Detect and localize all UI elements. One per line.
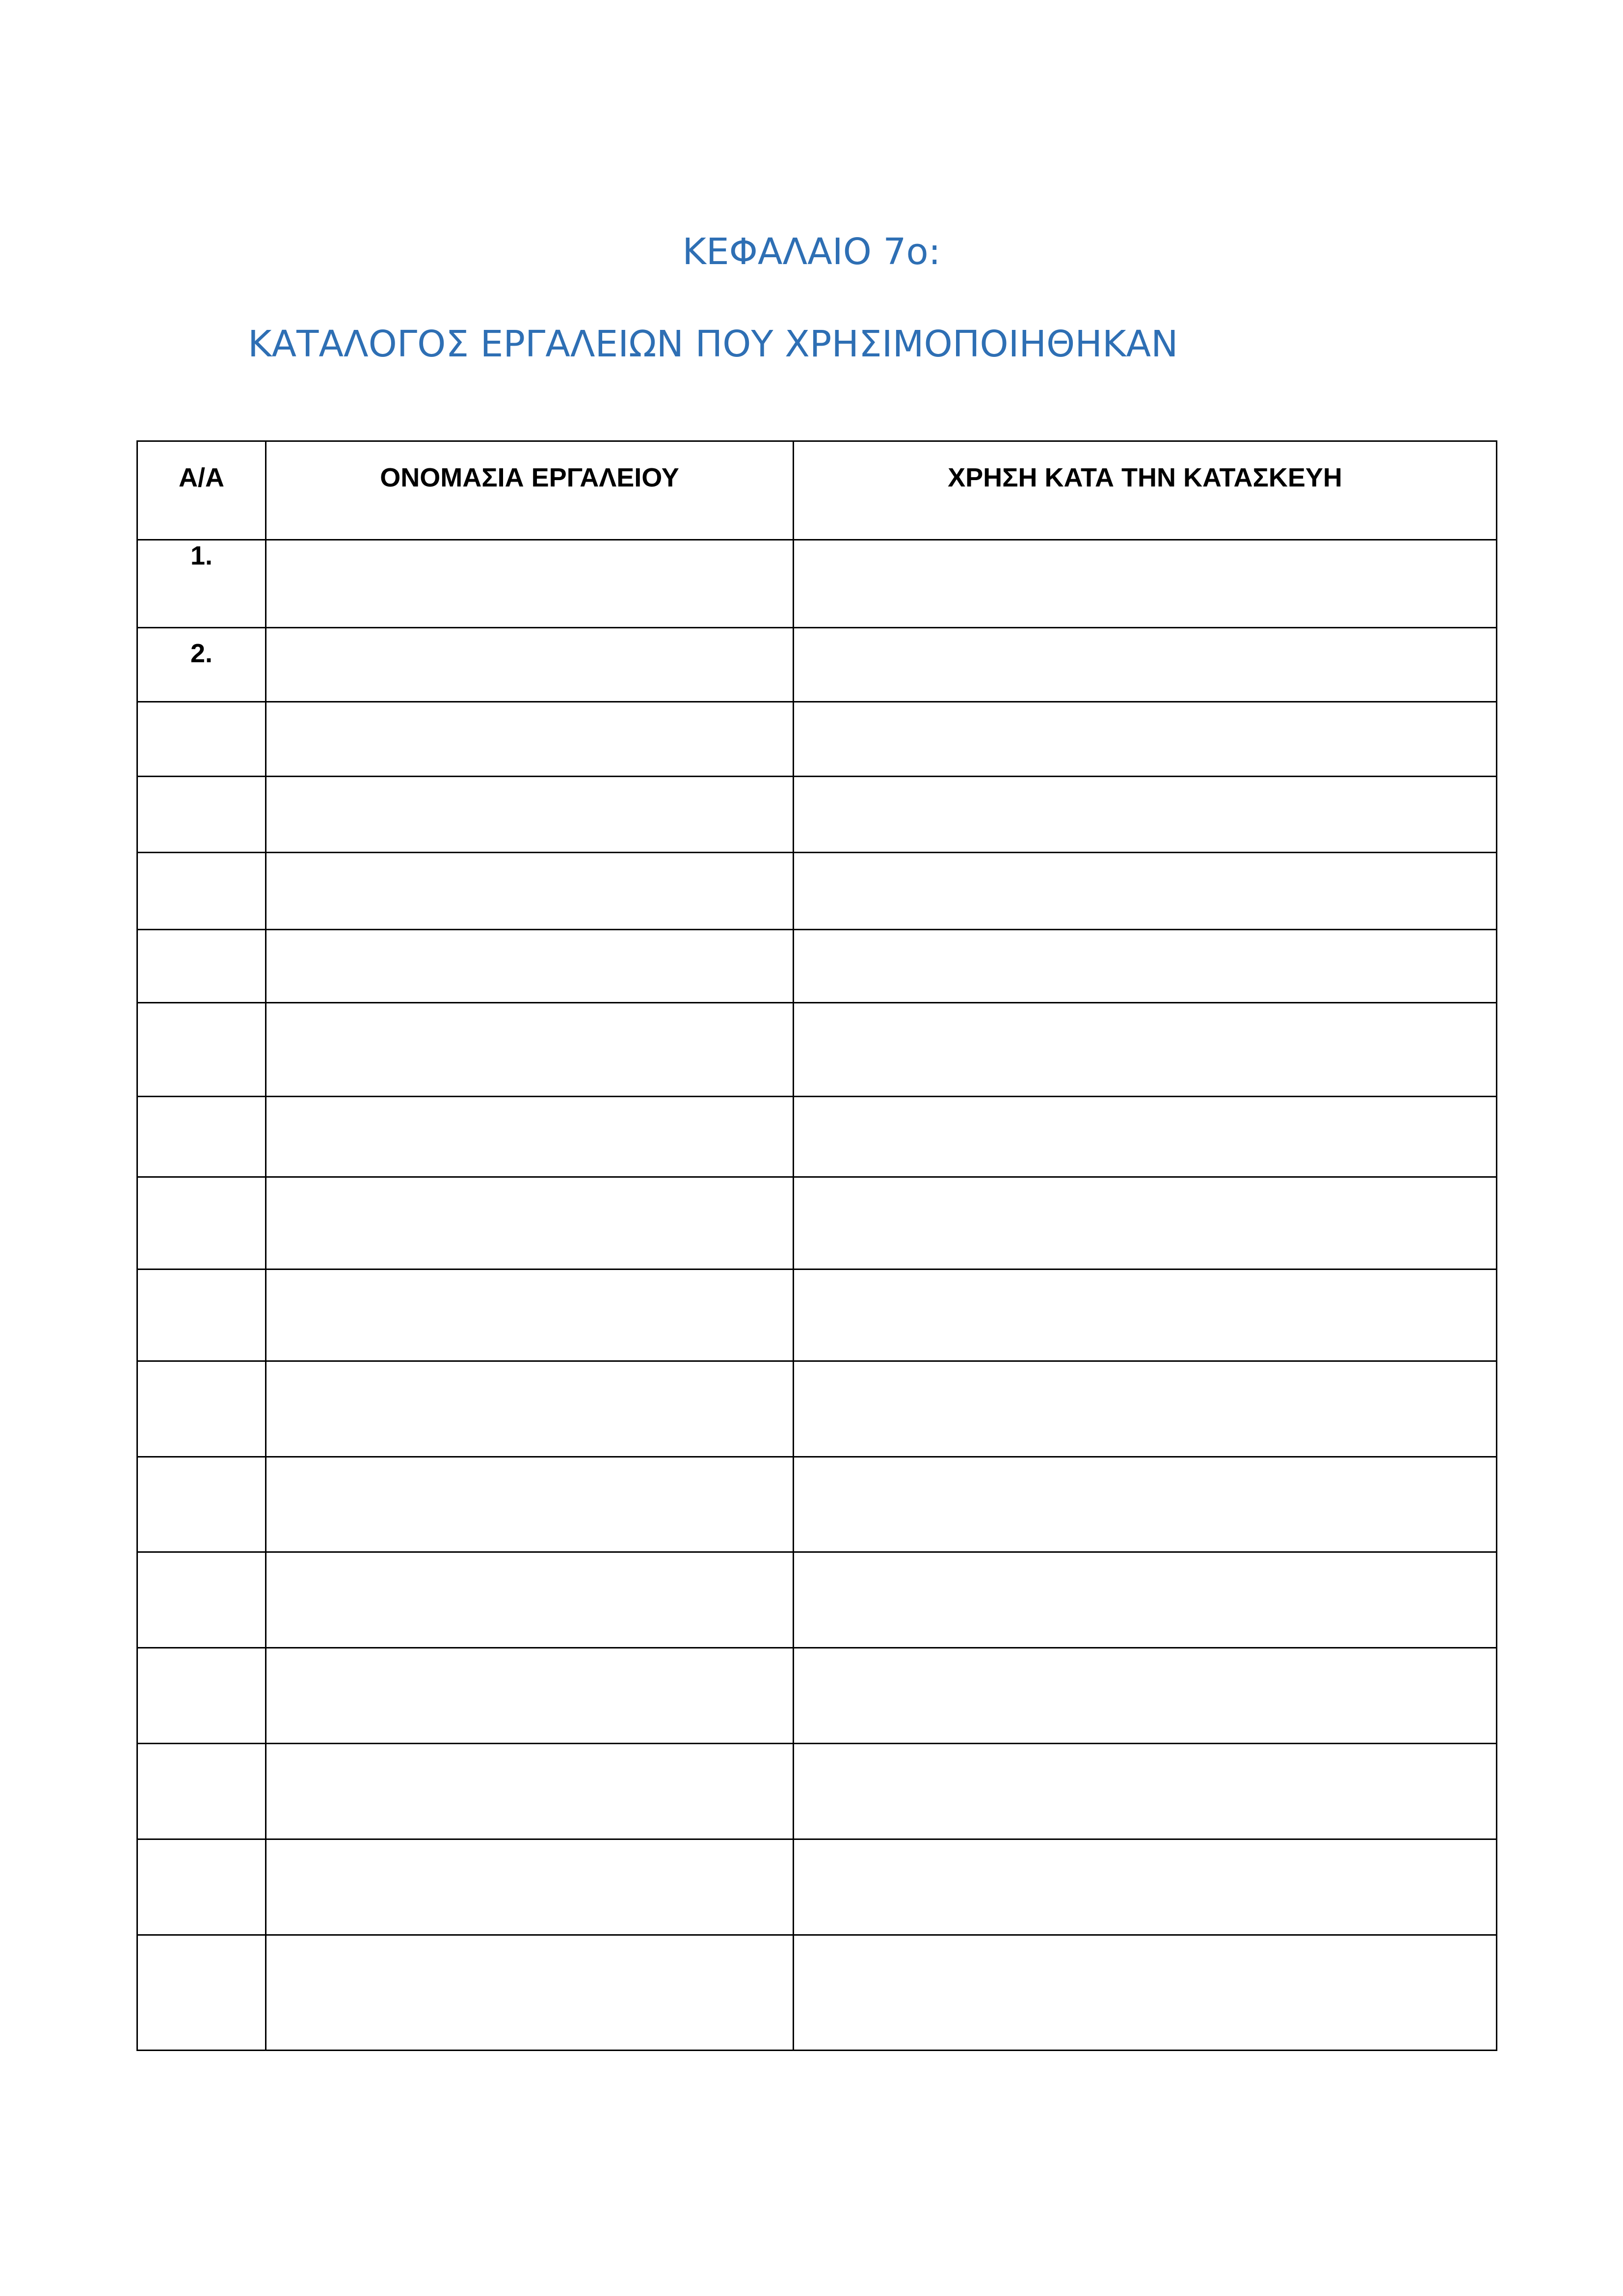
tool-use-cell[interactable]	[794, 1003, 1497, 1097]
table-row	[137, 628, 1497, 702]
tool-use-cell[interactable]	[794, 1361, 1497, 1457]
row-number	[137, 1361, 266, 1457]
tool-name-cell[interactable]	[266, 1097, 794, 1177]
tool-use-cell[interactable]	[794, 1839, 1497, 1935]
table-row	[137, 1003, 1497, 1097]
tool-name-cell[interactable]	[266, 1935, 794, 2051]
table-row	[137, 540, 1497, 628]
table-row	[137, 853, 1497, 930]
row-number	[137, 1935, 266, 2051]
table-row	[137, 1270, 1497, 1361]
tool-name-cell[interactable]	[266, 702, 794, 777]
tool-use-cell[interactable]	[794, 853, 1497, 930]
row-number	[137, 1839, 266, 1935]
row-number	[137, 1744, 266, 1839]
tool-name-cell[interactable]	[266, 1648, 794, 1744]
row-number	[137, 1097, 266, 1177]
tool-use-cell[interactable]	[794, 1744, 1497, 1839]
tool-name-cell[interactable]	[266, 1003, 794, 1097]
row-number	[137, 1270, 266, 1361]
tool-use-cell[interactable]	[794, 540, 1497, 628]
tool-name-cell[interactable]	[266, 777, 794, 853]
chapter-title-text: ΚΕΦΑΛΑΙΟ 7ο:	[682, 231, 941, 273]
row-number	[137, 1177, 266, 1270]
row-number	[137, 1003, 266, 1097]
row-number	[137, 1648, 266, 1744]
row-number	[137, 1552, 266, 1648]
table-header-row	[137, 441, 1497, 540]
table-row	[137, 1552, 1497, 1648]
tool-use-cell[interactable]	[794, 702, 1497, 777]
tools-table	[136, 440, 1497, 2051]
tool-use-cell[interactable]	[794, 1270, 1497, 1361]
tool-name-cell[interactable]	[266, 1744, 794, 1839]
header-tool-name: ΟΝΟΜΑΣΙΑ ΕΡΓΑΛΕΙΟΥ	[266, 441, 794, 540]
row-number	[137, 930, 266, 1003]
tool-use-cell[interactable]	[794, 1097, 1497, 1177]
tool-use-cell[interactable]	[794, 628, 1497, 702]
table-row	[137, 930, 1497, 1003]
tool-name-cell[interactable]	[266, 1177, 794, 1270]
list-title: ΚΑΤΑΛΟΓΟΣ ΕΡΓΑΛΕΙΩΝ ΠΟΥ ΧΡΗΣΙΜΟΠΟΙΗΘΗΚΑΝ	[248, 323, 1178, 365]
table-row	[137, 1935, 1497, 2051]
tool-name-cell[interactable]	[266, 628, 794, 702]
chapter-title	[0, 231, 1623, 273]
table-row	[137, 777, 1497, 853]
tool-name-cell[interactable]	[266, 1270, 794, 1361]
tool-name-cell[interactable]	[266, 1361, 794, 1457]
row-number: 1.	[137, 540, 266, 628]
header-aa: Α/Α	[137, 441, 266, 540]
table-row	[137, 1648, 1497, 1744]
table-row	[137, 1839, 1497, 1935]
tool-use-cell[interactable]	[794, 1648, 1497, 1744]
header-tool-use: ΧΡΗΣΗ ΚΑΤΑ ΤΗΝ ΚΑΤΑΣΚΕΥΗ	[794, 441, 1497, 540]
table-row	[137, 1177, 1497, 1270]
row-number	[137, 1457, 266, 1552]
row-number	[137, 853, 266, 930]
tool-use-cell[interactable]	[794, 1457, 1497, 1552]
table-row	[137, 1457, 1497, 1552]
table-row	[137, 1744, 1497, 1839]
row-number: 2.	[137, 628, 266, 702]
tool-name-cell[interactable]	[266, 540, 794, 628]
row-number	[137, 702, 266, 777]
table-row	[137, 702, 1497, 777]
row-number	[137, 777, 266, 853]
tool-use-cell[interactable]	[794, 1935, 1497, 2051]
tool-use-cell[interactable]	[794, 777, 1497, 853]
tool-name-cell[interactable]	[266, 1457, 794, 1552]
tool-use-cell[interactable]	[794, 1552, 1497, 1648]
tool-name-cell[interactable]	[266, 930, 794, 1003]
table-row	[137, 1097, 1497, 1177]
tool-use-cell[interactable]	[794, 930, 1497, 1003]
table-row	[137, 1361, 1497, 1457]
tool-use-cell[interactable]	[794, 1177, 1497, 1270]
tool-name-cell[interactable]	[266, 1552, 794, 1648]
tool-name-cell[interactable]	[266, 1839, 794, 1935]
tool-name-cell[interactable]	[266, 853, 794, 930]
